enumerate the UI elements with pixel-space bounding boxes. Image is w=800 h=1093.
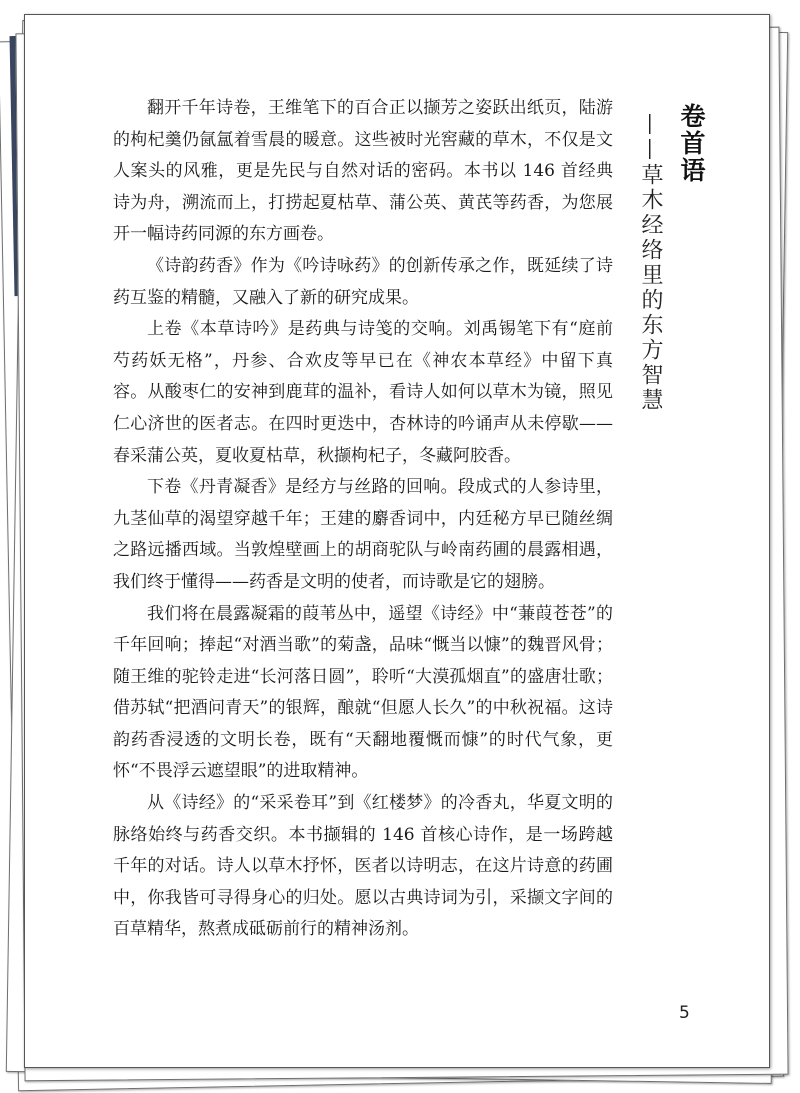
paragraph: 下卷《丹青凝香》是经方与丝路的回响。段成式的人参诗里，九茎仙草的渴望穿越千年；王建的麝香词中，内廷秘方早已随丝绸之路远播西域。当敦煌壁画上的胡商驼队与岭南药圃的晨露相遇，我们终于懂得——药香是文明的使者，而诗歌是它的翅膀。 bbox=[113, 477, 613, 592]
paragraph: 翻开千年诗卷，王维笔下的百合正以撷芳之姿跃出纸页，陆游的枸杞羹仍氤氲着雪晨的暖意。这些被时光窖藏的草木，不仅是文人案头的风雅，更是先民与自然对话的密码。本书以 146 首经典诗为舟，溯流而上，打捞起夏枯草、蒲公英、黄芪等药香，为您展开一幅诗药同源的东方画卷。 bbox=[113, 98, 613, 245]
chapter-title: 卷首语 bbox=[677, 103, 706, 184]
paragraph: 我们将在晨露凝霜的葭苇丛中，遥望《诗经》中“蒹葭苍苍”的千年回响；捧起“对酒当歌”的菊盏，品味“慨当以慷”的魏晋风骨；随王维的驼铃走进“长河落日圆”，聆听“大漠孤烟直”的盛唐壮歌；借苏轼“把酒问青天”的银辉，酿就“但愿人长久”的中秋祝福。这诗韵药香浸透的文明长卷，既有“天翻地覆慨而慷”的时代气象，更怀“不畏浮云遮望眼”的进取精神。 bbox=[113, 603, 613, 782]
book-page bbox=[24, 14, 770, 1068]
paragraph: 《诗韵药香》作为《吟诗咏药》的创新传承之作，既延续了诗药互鉴的精髓，又融入了新的研究成果。 bbox=[113, 255, 613, 308]
paragraph: 上卷《本草诗吟》是药典与诗笺的交响。刘禹锡笔下有“庭前芍药妖无格”，丹参、合欢皮等早已在《神农本草经》中留下真容。从酸枣仁的安神到鹿茸的温补，看诗人如何以草木为镜，照见仁心济世的医者志。在四时更迭中，杏林诗的吟诵声从未停歇——春采蒲公英，夏收夏枯草，秋撷枸杞子，冬藏阿胶香。 bbox=[113, 319, 613, 466]
chapter-heading bbox=[633, 103, 723, 423]
chapter-subtitle: ——草木经络里的东方智慧 bbox=[638, 113, 663, 413]
body-text bbox=[113, 93, 613, 946]
page-number: 5 bbox=[679, 1003, 690, 1023]
paragraph: 从《诗经》的“采采卷耳”到《红楼梦》的冷香丸，华夏文明的脉络始终与药香交织。本书撷辑的 146 首核心诗作，是一场跨越千年的对话。诗人以草木抒怀，医者以诗明志，在这片诗意的药圃中，你我皆可寻得身心的归处。愿以古典诗词为引，采撷文字间的百草精华，熬煮成砥砺前行的精神汤剂。 bbox=[113, 793, 613, 940]
